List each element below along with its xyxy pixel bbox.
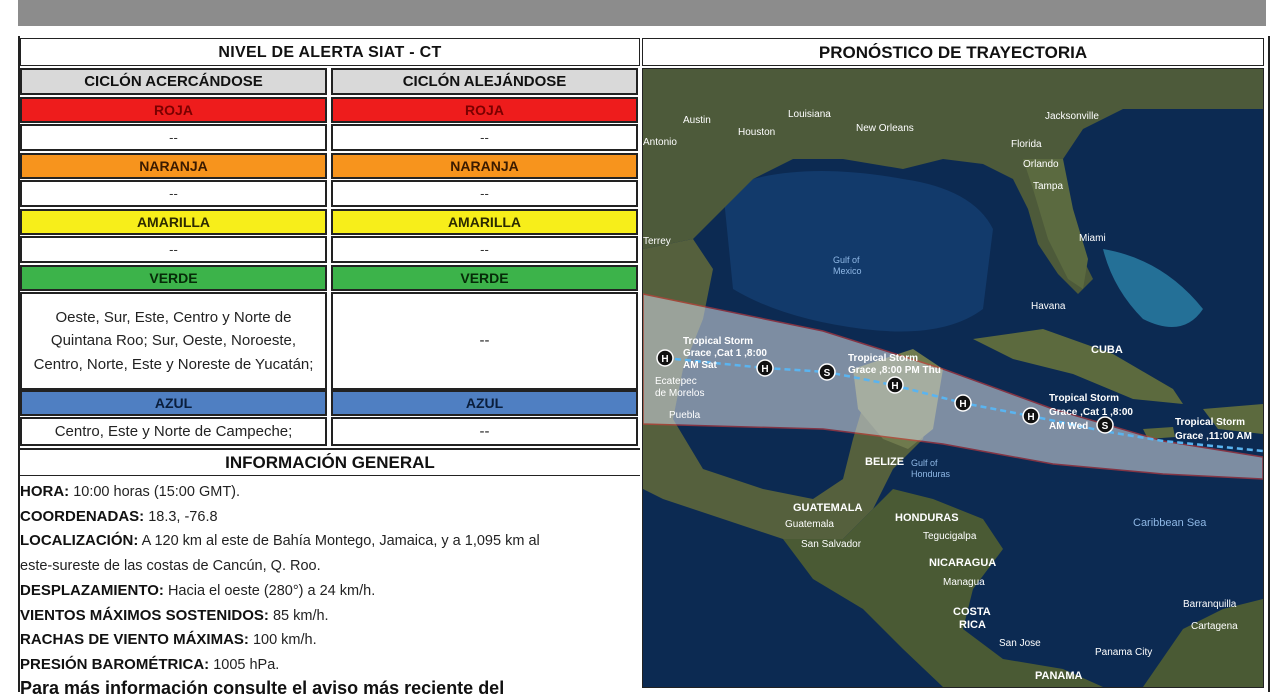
rachas-label: RACHAS DE VIENTO MÁXIMAS: — [20, 631, 249, 649]
hora-label: HORA: — [20, 483, 70, 500]
info-localizacion-2: este-sureste de las costas de Cancún, Q. Roo. — [20, 558, 321, 575]
place-havana: Havana — [1031, 301, 1066, 312]
place-managua: Managua — [943, 577, 985, 588]
level-blue-receding: AZUL — [331, 390, 638, 416]
blue-receding-value: -- — [331, 417, 638, 446]
desp-label: DESPLAZAMIENTO: — [20, 581, 164, 599]
orange-receding-value: -- — [331, 180, 638, 207]
marker-h-4 — [955, 395, 971, 411]
storm-label-3a: Tropical Storm — [1049, 393, 1120, 404]
green-approaching-value: Oeste, Sur, Este, Centro y Norte de Quintana Roo; Sur, Oeste, Noroeste, Centro, Norte, Este y Noreste de Yucatán; — [20, 292, 327, 390]
info-title: INFORMACIÓN GENERAL — [20, 448, 640, 476]
place-gulf-of: Gulf of — [833, 255, 860, 265]
storm-label-1b: Grace ,Cat 1 ,8:00 — [683, 348, 767, 359]
place-san-jose: San Jose — [999, 638, 1041, 649]
place-tampa: Tampa — [1033, 181, 1064, 192]
svg-text:H: H — [959, 399, 967, 410]
info-coordenadas — [20, 505, 640, 530]
blue-approaching-value: Centro, Este y Norte de Campeche; — [20, 417, 327, 446]
level-blue-approaching: AZUL — [20, 390, 327, 416]
red-approaching-value: -- — [20, 124, 327, 151]
loc-label: LOCALIZACIÓN: — [20, 532, 139, 550]
storm-label-2a: Tropical Storm — [848, 353, 919, 364]
place-gulf-of-hn: Gulf of — [911, 458, 938, 468]
place-mexico: Mexico — [833, 266, 862, 276]
yellow-receding-value: -- — [331, 236, 638, 263]
general-info — [20, 480, 640, 678]
top-bar — [18, 0, 1266, 26]
place-panama: PANAMA — [1035, 670, 1083, 682]
place-de-morelos: de Morelos — [655, 388, 705, 399]
map-svg — [643, 69, 1263, 687]
level-yellow-receding: AMARILLA — [331, 209, 638, 235]
vientos-label: VIENTOS MÁXIMOS SOSTENIDOS: — [20, 606, 269, 624]
place-miami: Miami — [1079, 233, 1106, 244]
coord-label: COORDENADAS: — [20, 507, 145, 525]
green-receding-value: -- — [331, 292, 638, 390]
place-belize: BELIZE — [865, 456, 905, 468]
level-green-approaching: VERDE — [20, 265, 327, 291]
place-nicaragua: NICARAGUA — [929, 557, 997, 569]
vientos-value: 85 km/h. — [272, 607, 329, 624]
place-honduras: HONDURAS — [895, 512, 959, 524]
place-panama-city: Panama City — [1095, 647, 1153, 658]
place-orlando: Orlando — [1023, 159, 1059, 170]
level-orange-approaching: NARANJA — [20, 153, 327, 179]
place-ecatepec: Ecatepec — [655, 376, 697, 387]
level-red-receding: ROJA — [331, 97, 638, 123]
level-red-approaching: ROJA — [20, 97, 327, 123]
rachas-value: 100 km/h. — [252, 632, 317, 649]
svg-text:H: H — [1027, 412, 1035, 423]
svg-text:H: H — [761, 364, 769, 375]
alert-title: NIVEL DE ALERTA SIAT - CT — [20, 38, 640, 66]
place-puebla: Puebla — [669, 410, 701, 421]
marker-s-1 — [819, 364, 835, 380]
place-terrey: Terrey — [643, 236, 671, 247]
hora-value: 10:00 horas (15:00 GMT). — [73, 484, 241, 500]
presion-value: 1005 hPa. — [213, 656, 280, 673]
marker-h-5 — [1023, 408, 1039, 424]
place-cuba: CUBA — [1091, 344, 1123, 356]
place-costa: COSTA — [953, 606, 991, 618]
footer-note: Para más información consulte el aviso más reciente del — [20, 678, 505, 698]
place-rica: RICA — [959, 619, 986, 631]
svg-text:H: H — [661, 354, 669, 365]
storm-label-4b: Grace ,11:00 AM — [1175, 431, 1252, 442]
place-barranquilla: Barranquilla — [1183, 599, 1237, 610]
place-san-salvador: San Salvador — [801, 539, 862, 550]
place-guatemala-city: Guatemala — [785, 519, 834, 530]
storm-label-4a: Tropical Storm — [1175, 417, 1246, 428]
info-hora — [20, 480, 640, 505]
alert-panel — [20, 38, 640, 698]
info-desplazamiento — [20, 579, 640, 604]
info-localizacion — [20, 529, 640, 554]
marker-h-3 — [887, 377, 903, 393]
place-caribbean-sea: Caribbean Sea — [1133, 517, 1207, 529]
coord-value: 18.3, -76.8 — [148, 508, 218, 525]
place-houston: Houston — [738, 127, 776, 138]
red-receding-value: -- — [331, 124, 638, 151]
marker-h-1 — [657, 350, 673, 366]
storm-label-1a: Tropical Storm — [683, 336, 754, 347]
forecast-panel — [642, 38, 1264, 692]
info-vientos — [20, 604, 640, 629]
forecast-map[interactable] — [642, 68, 1264, 688]
col-receding-header: CICLÓN ALEJÁNDOSE — [331, 68, 638, 95]
place-tegucigalpa: Tegucigalpa — [923, 531, 977, 542]
place-guatemala-country: GUATEMALA — [793, 502, 863, 514]
storm-label-1c: AM Sat — [683, 360, 717, 371]
marker-h-2 — [757, 360, 773, 376]
place-jacksonville: Jacksonville — [1045, 111, 1099, 122]
place-florida: Florida — [1011, 139, 1042, 150]
level-orange-receding: NARANJA — [331, 153, 638, 179]
svg-text:S: S — [823, 368, 831, 379]
place-louisiana: Louisiana — [788, 109, 831, 120]
col-approaching-header: CICLÓN ACERCÁNDOSE — [20, 68, 327, 95]
orange-approaching-value: -- — [20, 180, 327, 207]
yellow-approaching-value: -- — [20, 236, 327, 263]
storm-label-3c: AM Wed — [1049, 421, 1089, 432]
level-green-receding: VERDE — [331, 265, 638, 291]
desp-value: Hacia el oeste (280°) a 24 km/h. — [167, 582, 376, 599]
presion-label: PRESIÓN BAROMÉTRICA: — [20, 655, 210, 673]
loc-value: A 120 km al este de Bahía Montego, Jamaica, y a 1,095 km al — [141, 533, 540, 550]
info-presion — [20, 653, 640, 678]
info-rachas — [20, 628, 640, 653]
place-austin: Austin — [683, 115, 711, 126]
svg-text:H: H — [891, 381, 899, 392]
place-antonio: Antonio — [643, 137, 677, 148]
place-honduras-gulf: Honduras — [911, 469, 951, 479]
level-yellow-approaching: AMARILLA — [20, 209, 327, 235]
storm-label-3b: Grace ,Cat 1 ,8:00 — [1049, 407, 1133, 418]
forecast-title: PRONÓSTICO DE TRAYECTORIA — [642, 38, 1264, 66]
svg-text:S: S — [1101, 421, 1109, 432]
place-new-orleans: New Orleans — [856, 123, 914, 134]
storm-label-2b: Grace ,8:00 PM Thu — [848, 365, 941, 376]
marker-s-2 — [1097, 417, 1113, 433]
place-cartagena: Cartagena — [1191, 621, 1238, 632]
